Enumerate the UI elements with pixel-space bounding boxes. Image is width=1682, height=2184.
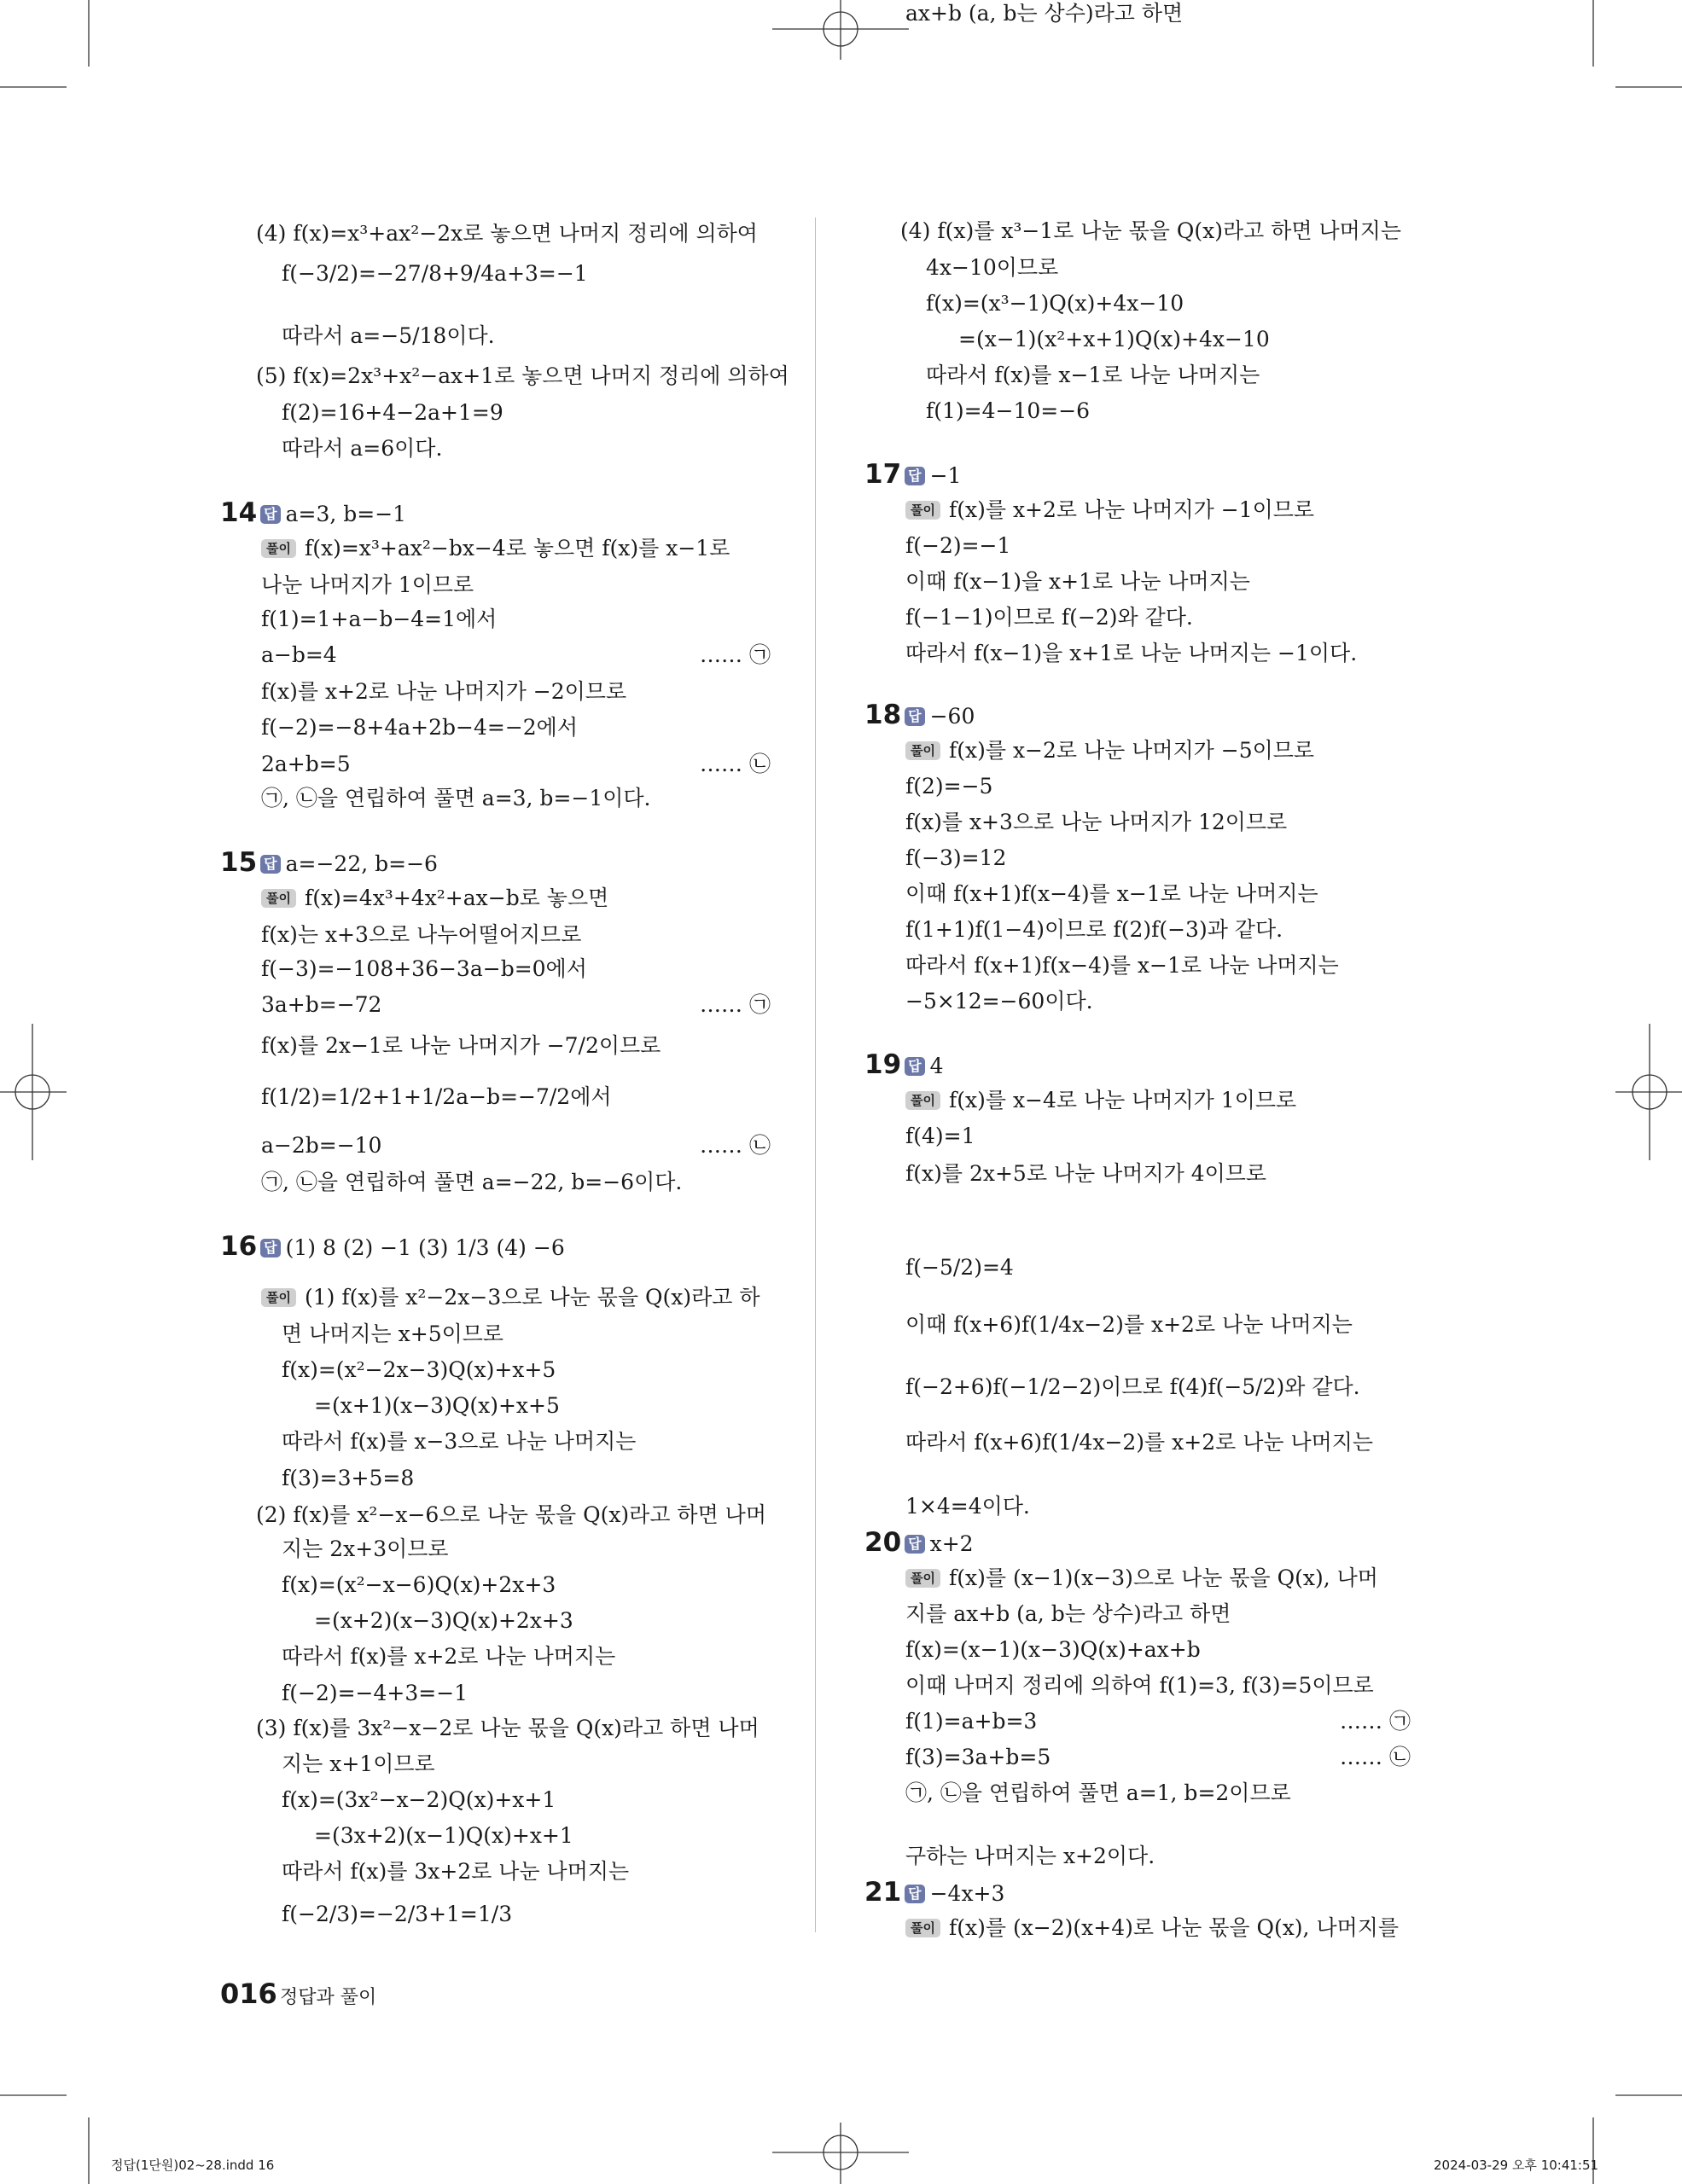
solution-text: f(x)=x³+ax²−bx−4로 놓으면 f(x)를 x−1로 <box>304 536 730 561</box>
solution-line <box>905 497 1314 524</box>
problem-number: 17 <box>864 459 902 490</box>
text-line: 따라서 f(x)를 x+2로 나눈 나머지는 <box>282 1644 616 1669</box>
text-line: 따라서 f(x+1)f(x−4)를 x−1로 나눈 나머지는 <box>905 953 1339 978</box>
solution-text: f(x)를 x+2로 나눈 나머지가 −1이므로 <box>948 497 1315 522</box>
equation-marker: …… ㉡ <box>700 1133 771 1158</box>
answer-text: a=−22, b=−6 <box>285 851 438 876</box>
slug-filename: 정답(1단원)02~28.indd 16 <box>111 2158 275 2173</box>
answer-badge: 답 <box>260 1239 280 1258</box>
text-line: f(x)=(3x²−x−2)Q(x)+x+1 <box>282 1787 556 1812</box>
text-line: f(−2)=−8+4a+2b−4=−2에서 <box>261 715 578 740</box>
solution-line <box>261 1284 760 1311</box>
solution-text: f(x)를 x−2로 나눈 나머지가 −5이므로 <box>948 738 1315 763</box>
equation-marker: …… ㉡ <box>700 752 771 776</box>
text-line: f(3)=3+5=8 <box>282 1466 415 1490</box>
text-line: f(x)를 x+3으로 나눈 나머지가 12이므로 <box>905 810 1288 834</box>
text-line: =(x−1)(x²+x+1)Q(x)+4x−10 <box>958 327 1270 351</box>
text-line: 따라서 f(x+6)f(1/4x−2)를 x+2로 나눈 나머지는 <box>905 1430 1374 1455</box>
text-line: =(3x+2)(x−1)Q(x)+x+1 <box>314 1823 573 1848</box>
text-line: f(−3/2)=−27/8+9/4a+3=−1 <box>282 261 588 286</box>
slug-timestamp: 2024-03-29 오후 10:41:51 <box>1434 2158 1599 2173</box>
problem-header <box>864 701 975 730</box>
text-line: f(1+1)f(1−4)이므로 f(2)f(−3)과 같다. <box>905 917 1283 942</box>
text-line: f(−3)=12 <box>905 845 1007 870</box>
text-line: f(x)=(x²−x−6)Q(x)+2x+3 <box>282 1572 556 1597</box>
text-line: f(2)=16+4−2a+1=9 <box>282 400 503 425</box>
text-line: f(x)를 2x−1로 나눈 나머지가 −7/2이므로 <box>261 1033 661 1058</box>
solution-text: f(x)=4x³+4x²+ax−b로 놓으면 <box>304 886 609 910</box>
text-line: f(x)=(x−1)(x−3)Q(x)+ax+b <box>905 1637 1201 1662</box>
equation-marker: …… ㉡ <box>1340 1745 1411 1769</box>
answer-badge: 답 <box>905 467 924 485</box>
text-line: f(−2)=−1 <box>905 533 1011 558</box>
text-line: (4) f(x)를 x³−1로 나눈 몫을 Q(x)라고 하면 나머지는 <box>900 218 1402 243</box>
text-line: f(4)=1 <box>905 1124 975 1148</box>
problem-header <box>864 1879 1004 1908</box>
text-line: f(−2)=−4+3=−1 <box>282 1681 469 1705</box>
answer-badge: 답 <box>905 1885 924 1903</box>
text-line: 따라서 f(x−1)을 x+1로 나눈 나머지는 −1이다. <box>905 641 1358 665</box>
solution-badge: 풀이 <box>905 1091 940 1110</box>
answer-text: 4 <box>929 1054 944 1078</box>
text-line: f(2)=−5 <box>905 774 993 799</box>
page-number: 016 <box>220 1978 277 2010</box>
text-line: f(3)=3a+b=5 <box>905 1745 1051 1769</box>
text-line: 따라서 f(x)를 3x+2로 나눈 나머지는 <box>282 1859 630 1884</box>
text-line: f(x)=(x²−2x−3)Q(x)+x+5 <box>282 1357 556 1382</box>
text-line: 따라서 a=6이다. <box>282 436 443 461</box>
solution-badge: 풀이 <box>261 889 296 908</box>
solution-line <box>905 1565 1378 1592</box>
answer-badge: 답 <box>260 855 280 874</box>
answer-text: (1) 8 (2) −1 (3) 1/3 (4) −6 <box>285 1235 565 1260</box>
solution-text: f(x)를 (x−2)(x+4)로 나눈 몫을 Q(x), 나머지를 <box>948 1915 1400 1940</box>
answer-text: −1 <box>929 463 962 488</box>
column-divider <box>815 218 816 1932</box>
text-line: ㉠, ㉡을 연립하여 풀면 a=1, b=2이므로 <box>905 1780 1291 1805</box>
footer-title: 정답과 풀이 <box>280 1987 377 2008</box>
text-line: =(x+2)(x−3)Q(x)+2x+3 <box>314 1608 573 1633</box>
text-line: 이때 f(x−1)을 x+1로 나눈 나머지는 <box>905 569 1250 594</box>
answer-badge: 답 <box>905 1057 924 1076</box>
solution-badge: 풀이 <box>905 741 940 760</box>
text-line: 지를 ax+b (a, b는 상수)라고 하면 <box>905 1601 1231 1626</box>
solution-badge: 풀이 <box>905 1919 940 1937</box>
text-line: f(x)는 x+3으로 나누어떨어지므로 <box>261 922 582 947</box>
problem-header <box>864 461 961 490</box>
text-line: −5×12=−60이다. <box>905 989 1093 1014</box>
solution-line <box>905 1087 1296 1114</box>
text-line: (3) f(x)를 3x²−x−2로 나눈 몫을 Q(x)라고 하면 나머 <box>256 1716 760 1740</box>
problem-header <box>220 499 406 528</box>
equation-marker: …… ㉠ <box>1340 1709 1411 1734</box>
text-line: 4x−10이므로 <box>926 255 1059 280</box>
solution-line <box>905 1914 1399 1942</box>
answer-text: a=3, b=−1 <box>285 502 407 526</box>
solution-badge: 풀이 <box>261 1288 296 1307</box>
text-line: 따라서 a=−5/18이다. <box>282 323 495 348</box>
text-line: f(−3)=−108+36−3a−b=0에서 <box>261 956 587 981</box>
problem-header <box>864 1051 944 1080</box>
problem-number: 20 <box>864 1527 902 1558</box>
text-line: 따라서 f(x)를 x−3으로 나눈 나머지는 <box>282 1429 637 1454</box>
equation-marker: …… ㉠ <box>700 642 771 667</box>
problem-header <box>220 849 438 878</box>
problem-header <box>220 1233 565 1262</box>
answer-badge: 답 <box>260 505 280 524</box>
text-line: 이때 f(x+1)f(x−4)를 x−1로 나눈 나머지는 <box>905 881 1318 906</box>
text-line: f(1)=a+b=3 <box>905 1709 1038 1734</box>
answer-text: −4x+3 <box>929 1881 1005 1906</box>
text-line: a−2b=−10 <box>261 1133 382 1158</box>
answer-badge: 답 <box>905 1535 924 1554</box>
text-line: f(−5/2)=4 <box>905 1255 1014 1280</box>
text-line: (4) f(x)=x³+ax²−2x로 놓으면 나머지 정리에 의하여 <box>256 221 758 246</box>
problem-number: 19 <box>864 1049 902 1080</box>
text-line: =(x+1)(x−3)Q(x)+x+5 <box>314 1393 560 1418</box>
text-line: 1×4=4이다. <box>905 1494 1030 1519</box>
text-line: f(−2/3)=−2/3+1=1/3 <box>282 1902 513 1926</box>
text-line: 면 나머지는 x+5이므로 <box>282 1321 504 1346</box>
solution-badge: 풀이 <box>905 501 940 520</box>
answer-badge: 답 <box>905 707 924 726</box>
text-line: (2) f(x)를 x²−x−6으로 나눈 몫을 Q(x)라고 하면 나머 <box>256 1502 766 1527</box>
answer-text: −60 <box>929 704 975 729</box>
text-line: 나눈 나머지가 1이므로 <box>261 572 474 597</box>
text-line: f(x)를 x+2로 나눈 나머지가 −2이므로 <box>261 679 627 704</box>
text-line: 2a+b=5 <box>261 752 351 776</box>
text-line: 구하는 나머지는 x+2이다. <box>905 1844 1155 1868</box>
text-line: 이때 f(x+6)f(1/4x−2)를 x+2로 나눈 나머지는 <box>905 1312 1353 1337</box>
text-line: ㉠, ㉡을 연립하여 풀면 a=3, b=−1이다. <box>261 786 651 810</box>
answer-text: x+2 <box>929 1531 974 1556</box>
text-line: (5) f(x)=2x³+x²−ax+1로 놓으면 나머지 정리에 의하여 <box>256 363 789 388</box>
text-line: f(1)=1+a−b−4=1에서 <box>261 607 498 631</box>
text-line: 지는 x+1이므로 <box>282 1751 435 1776</box>
text-line: f(1)=4−10=−6 <box>926 398 1091 423</box>
problem-number: 18 <box>864 700 902 730</box>
text-line: ax+b (a, b는 상수)라고 하면 <box>905 1 1184 26</box>
text-line: 지는 2x+3이므로 <box>282 1536 449 1561</box>
text-line: a−b=4 <box>261 642 337 667</box>
problem-header <box>864 1529 974 1558</box>
solution-text: f(x)를 x−4로 나눈 나머지가 1이므로 <box>948 1088 1297 1112</box>
solution-line <box>261 535 730 562</box>
problem-number: 15 <box>220 847 258 878</box>
text-line: f(1/2)=1/2+1+1/2a−b=−7/2에서 <box>261 1084 612 1109</box>
text-line: f(x)를 2x+5로 나눈 나머지가 4이므로 <box>905 1161 1267 1186</box>
solution-text: (1) f(x)를 x²−2x−3으로 나눈 몫을 Q(x)라고 하 <box>304 1285 760 1310</box>
solution-badge: 풀이 <box>905 1569 940 1588</box>
solution-badge: 풀이 <box>261 539 296 558</box>
text-line: f(−1−1)이므로 f(−2)와 같다. <box>905 605 1193 630</box>
solution-text: f(x)를 (x−1)(x−3)으로 나눈 몫을 Q(x), 나머 <box>948 1565 1378 1590</box>
text-line: 이때 나머지 정리에 의하여 f(1)=3, f(3)=5이므로 <box>905 1673 1374 1698</box>
text-line: 3a+b=−72 <box>261 992 382 1017</box>
solution-line <box>905 737 1314 764</box>
text-line: ㉠, ㉡을 연립하여 풀면 a=−22, b=−6이다. <box>261 1170 683 1194</box>
problem-number: 21 <box>864 1877 902 1908</box>
text-line: f(−2+6)f(−1/2−2)이므로 f(4)f(−5/2)와 같다. <box>905 1374 1360 1399</box>
problem-number: 16 <box>220 1231 258 1262</box>
solution-line <box>261 885 608 912</box>
problem-number: 14 <box>220 497 258 528</box>
text-line: f(x)=(x³−1)Q(x)+4x−10 <box>926 291 1184 316</box>
equation-marker: …… ㉠ <box>700 992 771 1017</box>
text-line: 따라서 f(x)를 x−1로 나눈 나머지는 <box>926 363 1260 387</box>
